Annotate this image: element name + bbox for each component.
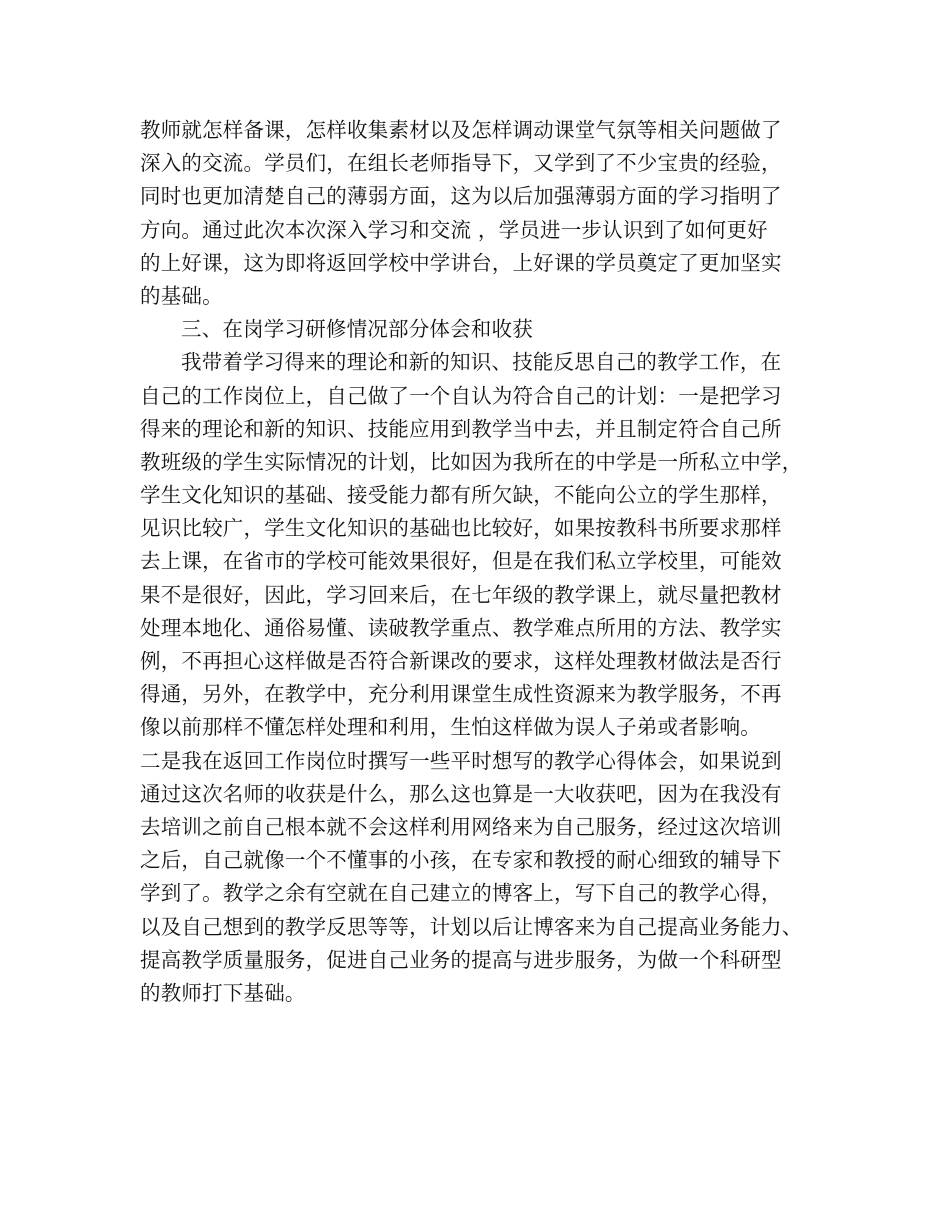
text-line: 同时也更加清楚自己的薄弱方面，这为以后加强薄弱方面的学习指明了	[140, 184, 782, 209]
text-line: 方向。通过此次本次深入学习和交流 ，学员进一步认识到了如何更好	[140, 217, 768, 242]
text-line: 得通，另外，在教学中，充分利用课堂生成性资源来为教学服务，不再	[140, 682, 782, 707]
text-line: 的教师打下基础。	[140, 980, 306, 1005]
text-line: 二是我在返回工作岗位时撰写一些平时想写的教学心得体会，如果说到	[140, 748, 782, 773]
text-line: 教班级的学生实际情况的计划，比如因为我所在的中学是一所私立中学，	[140, 449, 803, 474]
text-line: 学到了。教学之余有空就在自己建立的博客上，写下自己的教学心得，	[140, 881, 782, 906]
text-line: 得来的理论和新的知识、技能应用到教学当中去，并且制定符合自己所	[140, 416, 782, 441]
text-line: 自己的工作岗位上，自己做了一个自认为符合自己的计划：一是把学习	[140, 383, 782, 408]
text-line: 教师就怎样备课，怎样收集素材以及怎样调动课堂气氛等相关问题做了	[140, 118, 782, 142]
text-line: 以及自己想到的教学反思等等，计划以后让博客来为自己提高业务能力、	[140, 914, 803, 939]
text-line: 提高教学质量服务，促进自己业务的提高与进步服务，为做一个科研型	[140, 947, 782, 972]
paragraph-start: 我带着学习得来的理论和新的知识、技能反思自己的教学工作，在	[181, 350, 782, 375]
text-line: 例，不再担心这样做是否符合新课改的要求，这样处理教材做法是否行	[140, 649, 782, 673]
text-line: 的上好课，这为即将返回学校中学讲台，上好课的学员奠定了更加坚实	[140, 250, 782, 275]
text-line: 去培训之前自己根本就不会这样利用网络来为自己服务，经过这次培训	[140, 814, 782, 839]
text-line: 果不是很好，因此，学习回来后，在七年级的教学课上，就尽量把教材	[140, 582, 782, 607]
text-line: 之后，自己就像一个不懂事的小孩，在专家和教授的耐心细致的辅导下	[140, 848, 782, 873]
text-line: 通过这次名师的收获是什么，那么这也算是一大收获吧，因为在我没有	[140, 781, 782, 806]
body-text	[140, 114, 820, 1010]
text-line: 见识比较广，学生文化知识的基础也比较好，如果按教科书所要求那样	[140, 516, 782, 541]
text-line: 的基础。	[140, 283, 223, 308]
text-line: 学生文化知识的基础、接受能力都有所欠缺，不能向公立的学生那样，	[140, 483, 782, 508]
section-heading: 三、在岗学习研修情况部分体会和收获	[181, 317, 533, 342]
text-line: 像以前那样不懂怎样处理和利用，生怕这样做为误人子弟或者影响。	[140, 715, 761, 740]
text-line: 处理本地化、通俗易懂、读破教学重点、教学难点所用的方法、教学实	[140, 615, 782, 640]
text-line: 深入的交流。学员们，在组长老师指导下，又学到了不少宝贵的经验，	[140, 151, 782, 176]
text-line: 去上课，在省市的学校可能效果很好，但是在我们私立学校里，可能效	[140, 549, 782, 574]
